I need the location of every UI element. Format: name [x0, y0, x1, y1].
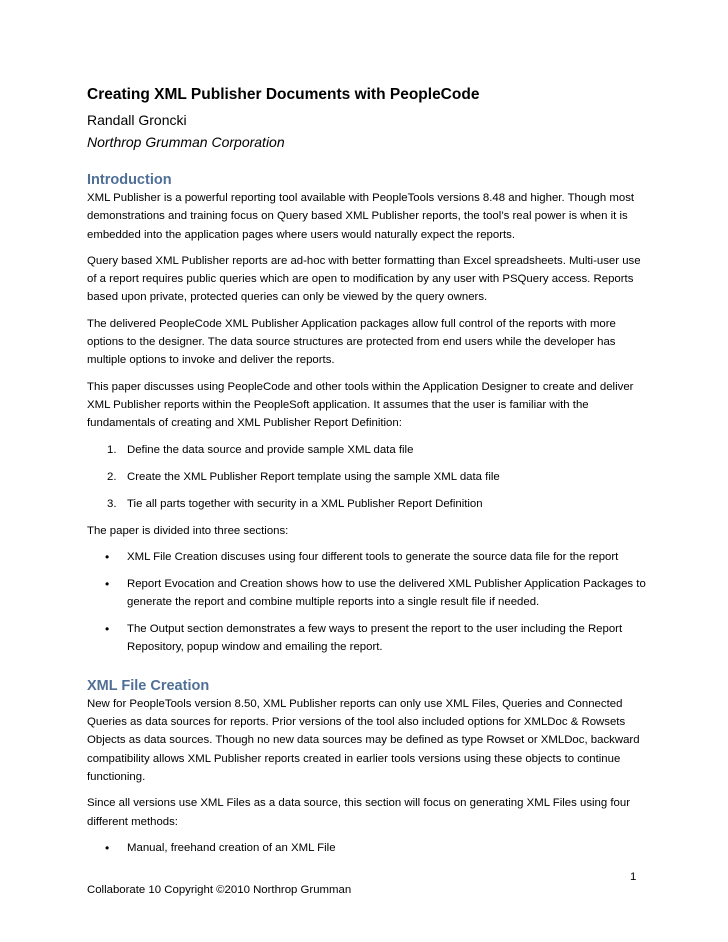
list-item — [87, 575, 647, 611]
list-item-text: The Output section demonstrates a few ways to present the report to the user including the Report Repository, popup window and emailing the report. — [127, 622, 623, 653]
list-item — [87, 468, 647, 486]
list-item-text: Define the data source and provide sample XML data file — [127, 443, 414, 456]
page-content — [87, 84, 647, 857]
list-item — [87, 441, 647, 459]
list-item-text: Create the XML Publisher Report template using the sample XML data file — [127, 470, 500, 483]
xml-file-creation-section — [87, 677, 647, 857]
list-item — [87, 839, 647, 857]
list-item — [87, 620, 647, 656]
steps-list — [87, 441, 647, 513]
sections-list — [87, 548, 647, 656]
list-number: 1. — [107, 443, 117, 456]
intro-paragraph-3: The delivered PeopleCode XML Publisher Application packages allow full control of the reports with more options to the designer. The data source structures are protected from end users while the developer has multiple options to invoke and deliver the reports. — [87, 317, 616, 367]
xml-paragraph-1: New for PeopleTools version 8.50, XML Publisher reports can only use XML Files, Queries and Connected Queries as data sources for reports. Prior versions of the tool also included options for XMLDoc & Rowsets Objects as data sources. Though no new data sources may be defined as type Rowset or XMLDoc, backward compatibility allows XML Publisher reports created in earlier tools versions using these objects to continue functioning. — [87, 697, 640, 784]
bullet-icon: • — [105, 549, 110, 564]
methods-list — [87, 839, 647, 857]
intro-paragraph-1: XML Publisher is a powerful reporting tool available with PeopleTools versions 8.48 and higher. Though most demonstrations and training focus on Query based XML Publisher reports, the tool’s real power is when it is embedded into the application pages where users would naturally expect the reports. — [87, 192, 635, 241]
document-title: Creating XML Publisher Documents with PeopleCode — [87, 86, 480, 103]
introduction-section — [87, 171, 647, 656]
intro-paragraph-2: Query based XML Publisher reports are ad-hoc with better formatting than Excel spreadsheets. Multi-user use of a report requires public queries which are open to modification by any user with PSQuery access. Reports based upon private, protected queries can only be viewed by the query owners. — [87, 254, 641, 304]
bullet-icon: • — [105, 840, 110, 855]
list-item — [87, 548, 647, 566]
introduction-heading: Introduction — [87, 172, 172, 188]
list-item-text: Tie all parts together with security in a XML Publisher Report Definition — [127, 497, 483, 510]
list-item-text: Manual, freehand creation of an XML File — [127, 841, 336, 854]
intro-paragraph-5: The paper is divided into three sections: — [87, 524, 289, 537]
xml-paragraph-2: Since all versions use XML Files as a data source, this section will focus on generating XML Files using four different methods: — [87, 797, 631, 828]
list-item-text: XML File Creation discuses using four different tools to generate the source data file for the report — [127, 550, 619, 563]
bullet-icon: • — [105, 621, 110, 636]
author-name: Randall Groncki — [87, 112, 187, 128]
bullet-icon: • — [105, 576, 110, 591]
list-number: 2. — [107, 470, 117, 483]
page-number: 1 — [630, 871, 637, 883]
author-organization: Northrop Grumman Corporation — [87, 134, 285, 150]
page-footer: Collaborate 10 Copyright ©2010 Northrop Grumman — [87, 884, 352, 896]
list-item-text: Report Evocation and Creation shows how to use the delivered XML Publisher Application Packages to generate the report and combine multiple reports into a single result file if needed. — [127, 577, 646, 608]
intro-paragraph-4: This paper discusses using PeopleCode and other tools within the Application Designer to create and deliver XML Publisher reports within the PeopleSoft application. It assumes that the user is familiar with the fundamentals of creating and XML Publisher Report Definition: — [87, 380, 634, 430]
list-number: 3. — [107, 497, 117, 510]
xml-file-creation-heading: XML File Creation — [87, 677, 210, 694]
list-item — [87, 495, 647, 513]
